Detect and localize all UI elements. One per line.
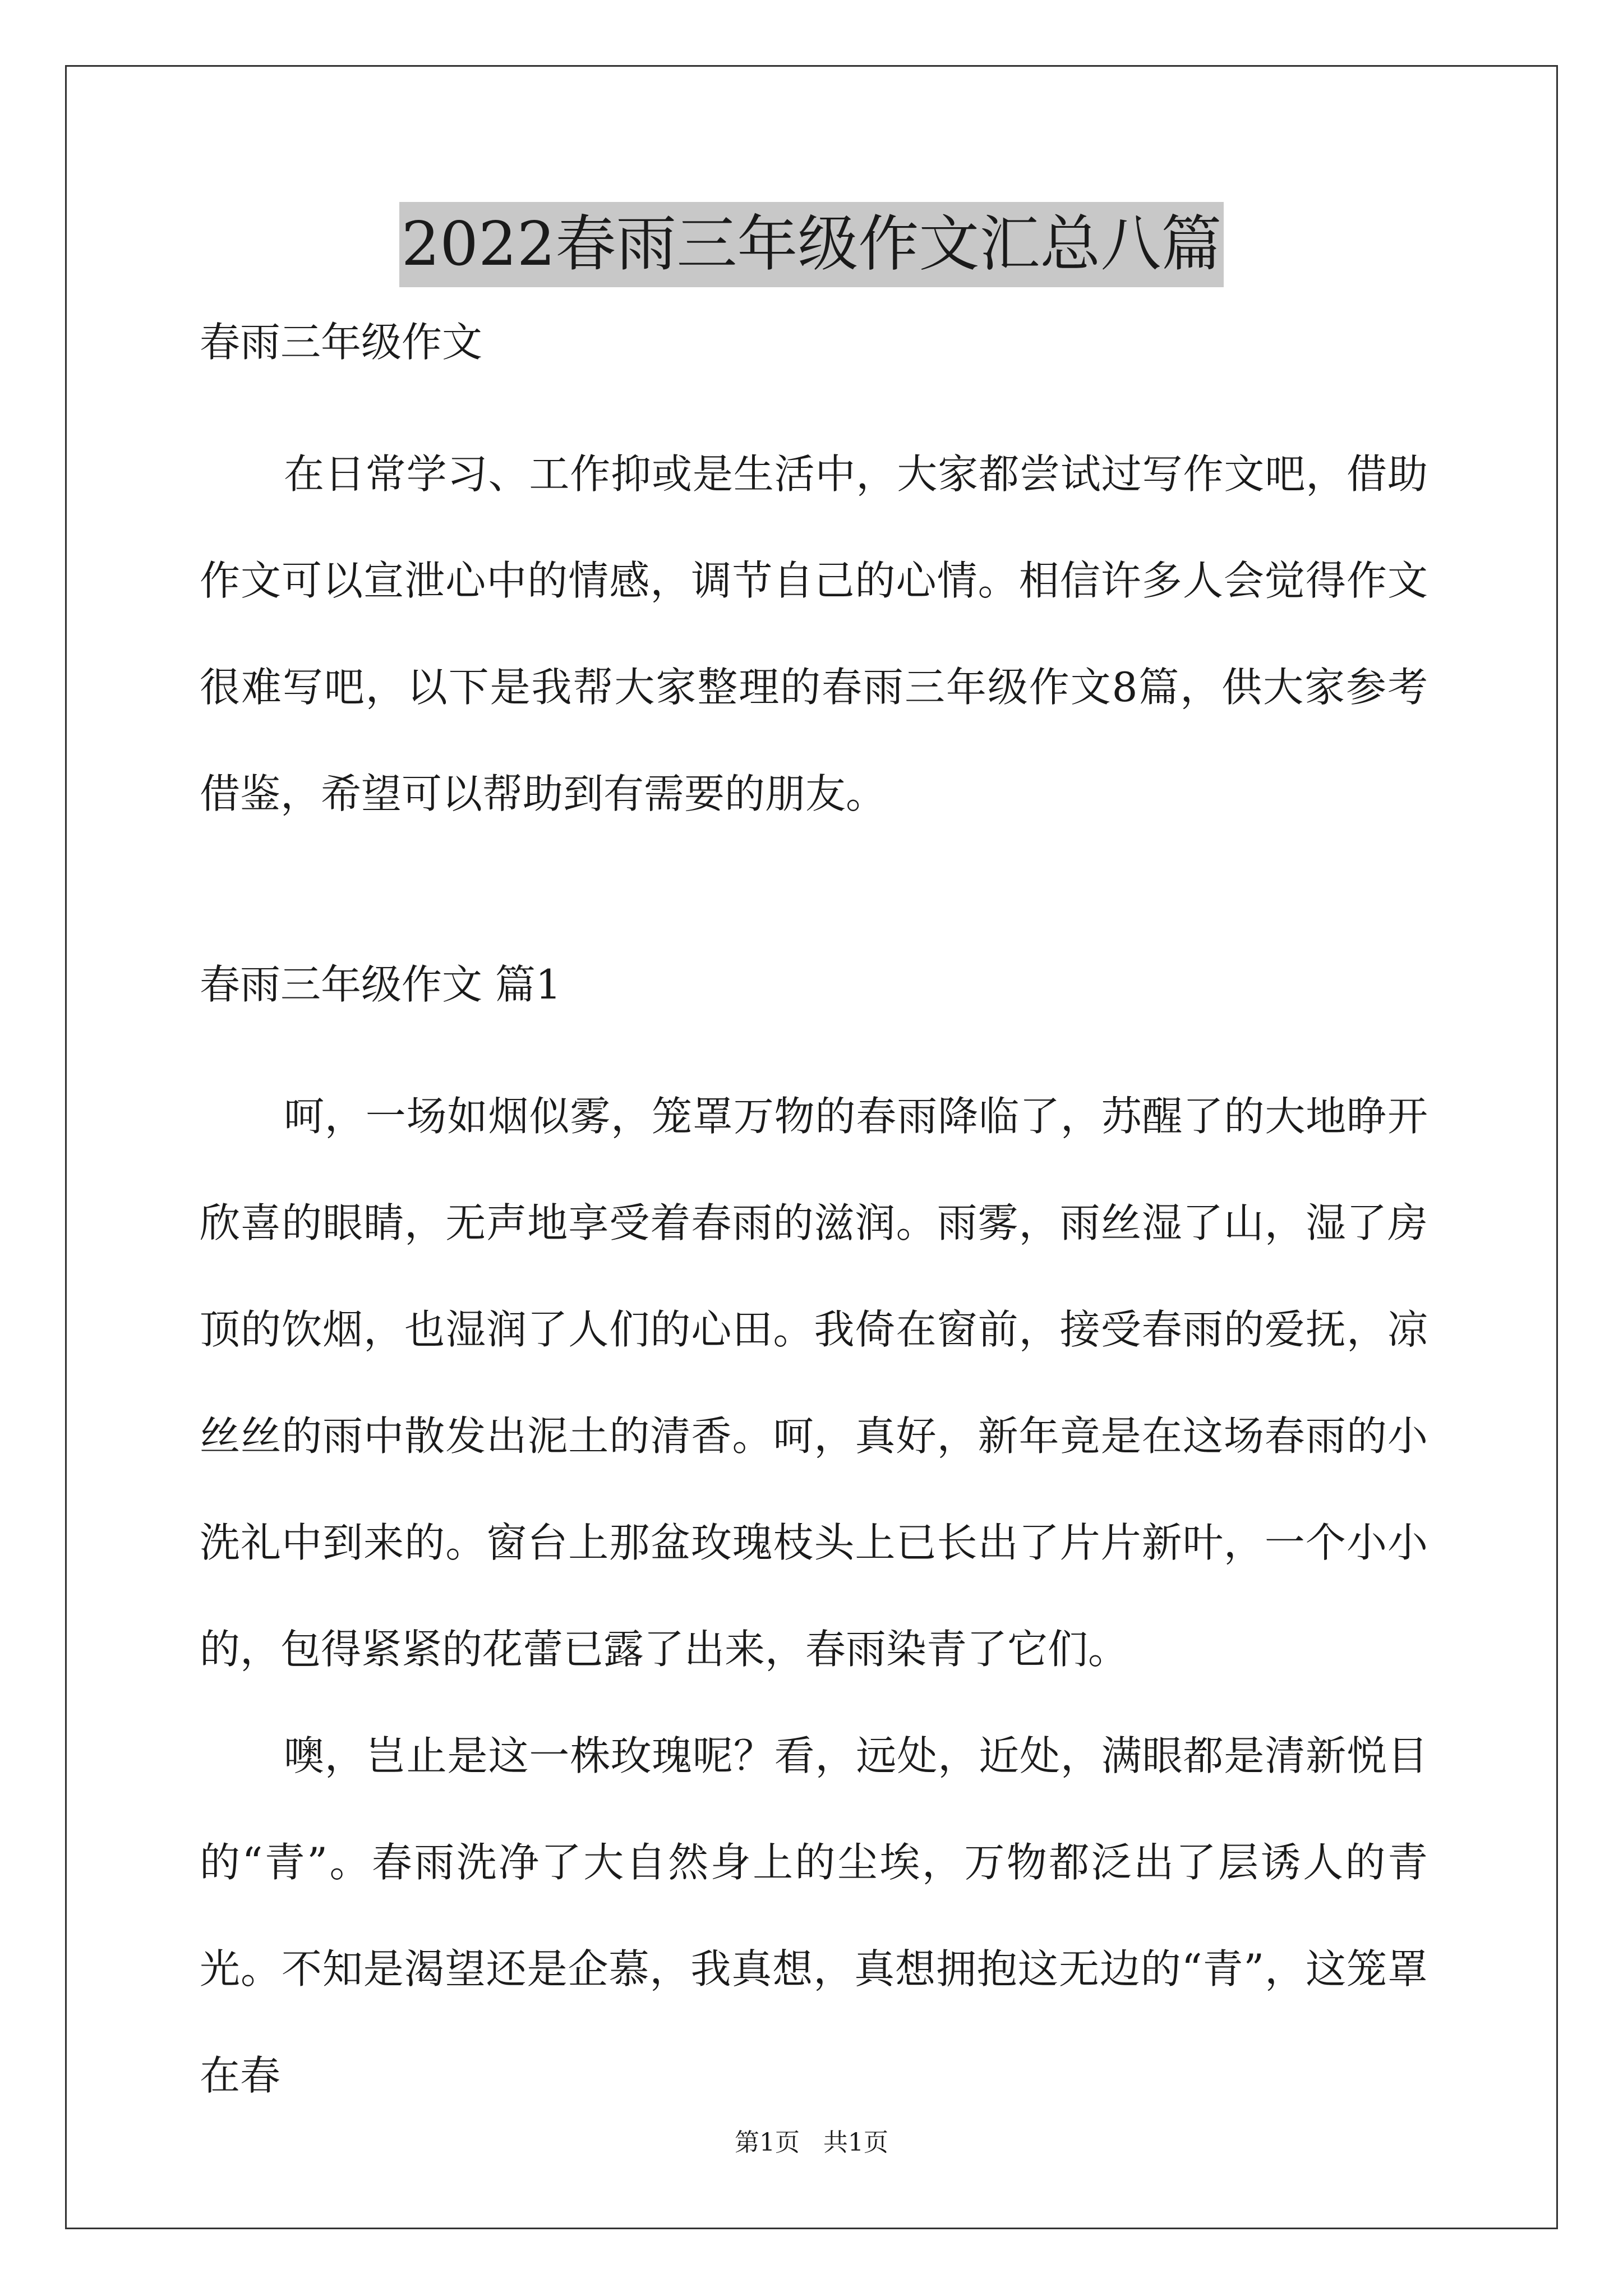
document-title: 2022春雨三年级作文汇总八篇 <box>399 202 1224 287</box>
section-heading: 春雨三年级作文 <box>200 319 483 366</box>
section-heading-essay-1: 春雨三年级作文 篇1 <box>200 961 561 1008</box>
essay-1-paragraph: 呵，一场如烟似雾，笼罩万物的春雨降临了，苏醒了的大地睁开欣喜的眼睛，无声地享受着春雨的滋润。雨雾，雨丝湿了山，湿了房顶的饮烟，也湿润了人们的心田。我倚在窗前，接受春雨的爱抚，凉丝丝的雨中散发出泥土的清香。呵，真好，新年竟是在这场春雨的小洗礼中到来的。窗台上那盆玫瑰枝头上已长出了片片新叶，一个小小的，包得紧紧的花蕾已露了出来，春雨染青了它们。 <box>200 1093 1428 1673</box>
page-footer: 第1页 共1页 <box>735 2128 888 2157</box>
essay-1-paragraph: 噢，岂止是这一株玫瑰呢？看，远处，近处，满眼都是清新悦目的“青”。春雨洗净了大自然身上的尘埃，万物都泛出了层诱人的青光。不知是渴望还是企慕，我真想，真想拥抱这无边的“青”，这笼罩在春 <box>200 1732 1428 2099</box>
title-container <box>0 202 1623 287</box>
intro-paragraph: 在日常学习、工作抑或是生活中，大家都尝试过写作文吧，借助作文可以宣泄心中的情感，调节自己的心情。相信许多人会觉得作文很难写吧，以下是我帮大家整理的春雨三年级作文8篇，供大家参考借鉴，希望可以帮助到有需要的朋友。 <box>200 450 1428 817</box>
document-body <box>200 311 1428 2129</box>
